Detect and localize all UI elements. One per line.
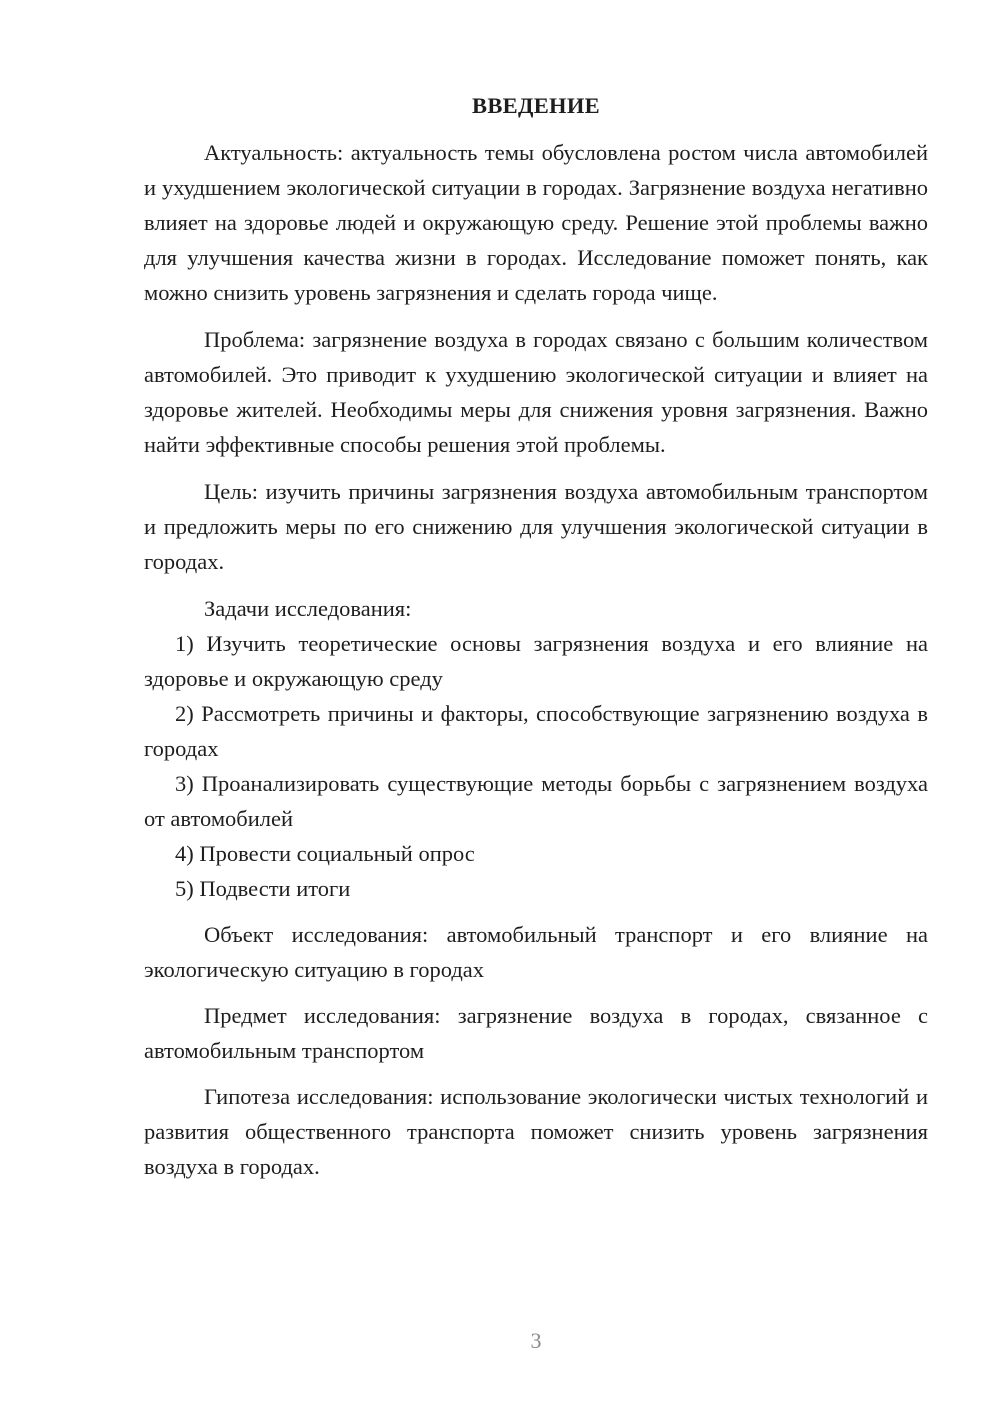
object-paragraph: Объект исследования: автомобильный транспорт и его влияние на экологическую ситуацию в городах [144, 922, 928, 982]
relevance-paragraph: Актуальность: актуальность темы обусловлена ростом числа автомобилей и ухудшением экологической ситуации в городах. Загрязнение воздуха негативно влияет на здоровье людей и окружающую среду. Решение этой проблемы важно для улучшения качества жизни в городах. Исследование поможет понять, как можно снизить уровень загрязнения и сделать города чище. [144, 140, 928, 305]
task-item-4: 4) Провести социальный опрос [175, 841, 475, 866]
problem-paragraph: Проблема: загрязнение воздуха в городах связано с большим количеством автомобилей. Это приводит к ухудшению экологической ситуации и влияет на здоровье жителей. Необходимы меры для снижения уровня загрязнения. Важно найти эффективные способы решения этой проблемы. [144, 327, 928, 457]
task-item-3: 3) Проанализировать существующие методы борьбы с загрязнением воздуха от автомобилей [144, 771, 928, 831]
document-page [144, 88, 928, 1184]
goal-paragraph: Цель: изучить причины загрязнения воздуха автомобильным транспортом и предложить меры по его снижению для улучшения экологической ситуации в городах. [144, 479, 928, 574]
subject-paragraph: Предмет исследования: загрязнение воздуха в городах, связанное с автомобильным транспортом [144, 1003, 928, 1063]
section-heading: ВВЕДЕНИЕ [472, 93, 600, 118]
tasks-title: Задачи исследования: [204, 596, 412, 621]
task-item-2: 2) Рассмотреть причины и факторы, способствующие загрязнению воздуха в городах [144, 701, 928, 761]
task-item-1: 1) Изучить теоретические основы загрязнения воздуха и его влияние на здоровье и окружающую среду [144, 631, 928, 691]
hypothesis-paragraph: Гипотеза исследования: использование экологически чистых технологий и развития общественного транспорта поможет снизить уровень загрязнения воздуха в городах. [144, 1084, 928, 1179]
task-item-5: 5) Подвести итоги [175, 876, 351, 901]
page-number: 3 [530, 1328, 542, 1353]
